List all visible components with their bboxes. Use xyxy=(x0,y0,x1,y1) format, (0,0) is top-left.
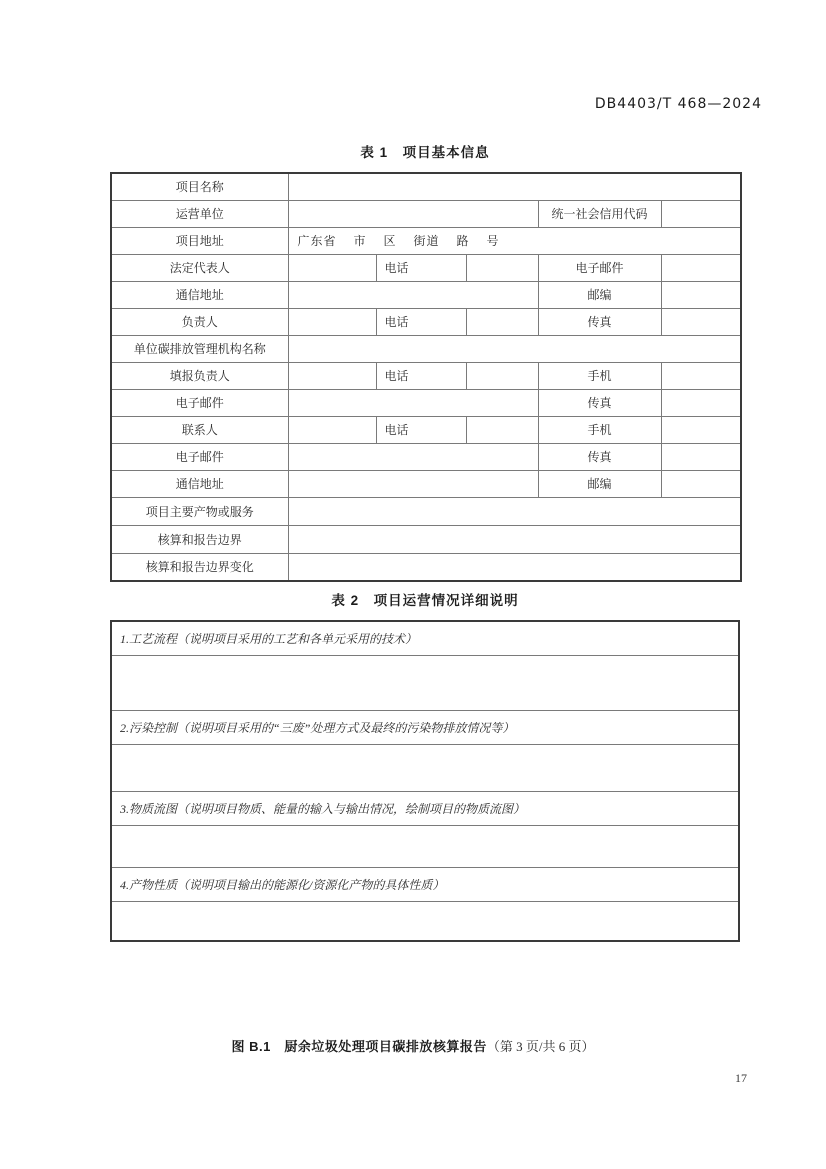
blank-cell xyxy=(111,825,739,867)
blank-cell xyxy=(288,416,376,443)
field-label: 传真 xyxy=(538,308,661,335)
field-label: 电子邮件 xyxy=(111,389,288,416)
standard-number: DB4403/T 468—2024 xyxy=(594,96,762,112)
page-number: 17 xyxy=(735,1071,747,1085)
field-label: 手机 xyxy=(538,362,661,389)
blank-cell xyxy=(111,901,739,941)
field-label: 填报负责人 xyxy=(111,362,288,389)
field-label: 运营单位 xyxy=(111,200,288,227)
blank-cell xyxy=(288,443,538,470)
field-label: 邮编 xyxy=(538,281,661,308)
section-label: 1.工艺流程 xyxy=(120,631,178,646)
blank-cell xyxy=(111,655,739,710)
blank-cell xyxy=(288,470,538,497)
blank-cell xyxy=(661,416,741,443)
blank-cell xyxy=(288,497,741,525)
section-blank-row xyxy=(111,744,739,791)
blank-cell xyxy=(288,254,376,281)
blank-cell xyxy=(661,470,741,497)
field-label: 核算和报告边界 xyxy=(111,525,288,553)
field-label: 邮编 xyxy=(538,470,661,497)
field-label: 联系人 xyxy=(111,416,288,443)
section-label-row xyxy=(111,791,739,825)
table1-title: 表 1 项目基本信息 xyxy=(360,145,490,160)
blank-cell xyxy=(661,308,741,335)
field-label: 核算和报告边界变化 xyxy=(111,553,288,581)
section-blank-row xyxy=(111,655,739,710)
row-manager xyxy=(111,308,741,335)
row-project-address xyxy=(111,227,741,254)
field-label: 项目名称 xyxy=(111,173,288,200)
section-note: （说明项目采用的“三废”处理方式及最终的污染物排放情况等） xyxy=(177,720,515,735)
table2-title: 表 2 项目运营情况详细说明 xyxy=(331,593,519,608)
section-heading xyxy=(111,791,739,825)
field-label: 统一社会信用代码 xyxy=(538,200,661,227)
blank-cell xyxy=(661,254,741,281)
section-blank-row xyxy=(111,825,739,867)
row-email-2 xyxy=(111,443,741,470)
field-label: 传真 xyxy=(538,443,661,470)
row-contact-person xyxy=(111,416,741,443)
section-heading xyxy=(111,621,739,655)
blank-cell xyxy=(661,281,741,308)
field-label: 电话 xyxy=(376,254,466,281)
section-label: 4.产物性质 xyxy=(120,877,178,892)
blank-cell xyxy=(661,362,741,389)
section-blank-row xyxy=(111,901,739,941)
field-label: 电子邮件 xyxy=(538,254,661,281)
row-postal-address-1 xyxy=(111,281,741,308)
blank-cell xyxy=(466,416,538,443)
blank-cell xyxy=(288,173,741,200)
blank-cell xyxy=(111,744,739,791)
figure-caption-page-info: （第 3 页/共 6 页） xyxy=(486,1039,595,1054)
address-template-text: 广东省 市 区 街道 路 号 xyxy=(288,227,741,254)
section-heading xyxy=(111,710,739,744)
row-email-1 xyxy=(111,389,741,416)
field-label: 电话 xyxy=(376,416,466,443)
section-note: （说明项目输出的能源化/资源化产物的具体性质） xyxy=(177,877,445,892)
figure-caption-title: 图 B.1 厨余垃圾处理项目碳排放核算报告 xyxy=(231,1039,487,1054)
section-note: （说明项目物质、能量的输入与输出情况，绘制项目的物质流图） xyxy=(177,801,526,816)
blank-cell xyxy=(661,200,741,227)
blank-cell xyxy=(661,443,741,470)
blank-cell xyxy=(288,362,376,389)
row-carbon-org-name xyxy=(111,335,741,362)
field-label: 电话 xyxy=(376,362,466,389)
row-main-products xyxy=(111,497,741,525)
field-label: 手机 xyxy=(538,416,661,443)
blank-cell xyxy=(288,335,741,362)
blank-cell xyxy=(288,389,538,416)
row-postal-address-2 xyxy=(111,470,741,497)
row-project-name xyxy=(111,173,741,200)
row-operator xyxy=(111,200,741,227)
row-accounting-boundary xyxy=(111,525,741,553)
blank-cell xyxy=(288,200,538,227)
project-basic-info-table xyxy=(110,172,742,582)
blank-cell xyxy=(466,308,538,335)
field-label: 项目主要产物或服务 xyxy=(111,497,288,525)
row-boundary-change xyxy=(111,553,741,581)
section-label-row xyxy=(111,621,739,655)
field-label: 单位碳排放管理机构名称 xyxy=(111,335,288,362)
field-label: 通信地址 xyxy=(111,281,288,308)
field-label: 通信地址 xyxy=(111,470,288,497)
section-note: （说明项目采用的工艺和各单元采用的技术） xyxy=(177,631,418,646)
blank-cell xyxy=(466,254,538,281)
field-label: 传真 xyxy=(538,389,661,416)
section-label: 3.物质流图 xyxy=(120,801,178,816)
blank-cell xyxy=(288,553,741,581)
figure-caption xyxy=(0,1036,826,1055)
blank-cell xyxy=(288,525,741,553)
field-label: 负责人 xyxy=(111,308,288,335)
field-label: 项目地址 xyxy=(111,227,288,254)
operation-details-table xyxy=(110,620,740,942)
field-label: 电话 xyxy=(376,308,466,335)
blank-cell xyxy=(661,389,741,416)
section-label-row xyxy=(111,867,739,901)
blank-cell xyxy=(466,362,538,389)
section-heading xyxy=(111,867,739,901)
blank-cell xyxy=(288,281,538,308)
field-label: 法定代表人 xyxy=(111,254,288,281)
field-label: 电子邮件 xyxy=(111,443,288,470)
row-legal-representative xyxy=(111,254,741,281)
section-label-row xyxy=(111,710,739,744)
row-reporting-person xyxy=(111,362,741,389)
section-label: 2.污染控制 xyxy=(120,720,178,735)
blank-cell xyxy=(288,308,376,335)
